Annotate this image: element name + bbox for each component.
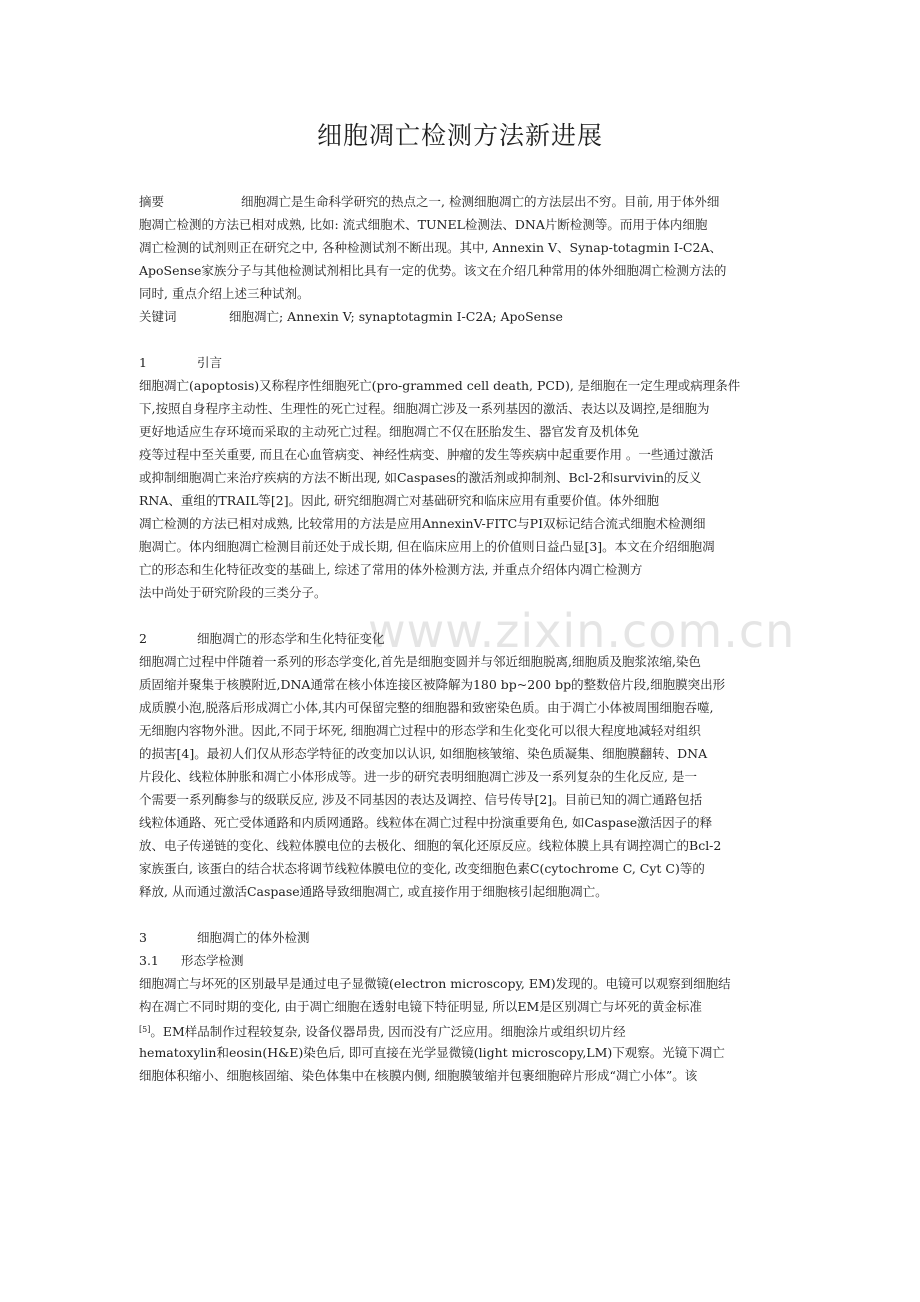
section-heading xyxy=(139,926,786,949)
section-introduction xyxy=(139,351,786,604)
subsection-title: 形态学检测 xyxy=(181,953,244,968)
abstract-line: ApoSense家族分子与其他检测试剂相比具有一定的优势。该文在介绍几种常用的体外细胞凋亡检测方法的 xyxy=(139,263,727,278)
paragraph-line: 亡的形态和生化特征改变的基础上, 综述了常用的体外检测方法, 并重点介绍体内凋亡检测方 xyxy=(139,562,643,577)
abstract-line: 胞凋亡检测的方法已相对成熟, 比如: 流式细胞术、TUNEL检测法、DNA片断检测等。而用于体内细胞 xyxy=(139,217,708,232)
section-in-vitro-detection xyxy=(139,926,786,1087)
document-body xyxy=(139,190,786,1087)
document-title: 细胞凋亡检测方法新进展 xyxy=(316,121,603,150)
watermark: www.zixin.com.cn xyxy=(368,604,796,658)
paragraph-line: 释放, 从而通过激活Caspase通路导致细胞凋亡, 或直接作用于细胞核引起细胞凋亡。 xyxy=(139,884,608,899)
paragraph-line: 疫等过程中至关重要, 而且在心血管病变、神经性病变、肿瘤的发生等疾病中起重要作用 。一些通过激活 xyxy=(139,447,714,462)
section-title: 引言 xyxy=(197,355,223,370)
section-morphology xyxy=(139,627,786,903)
abstract-label: 摘要 xyxy=(139,194,165,209)
section-number: 3 xyxy=(139,930,147,945)
reference-superscript: [5] xyxy=(139,1025,151,1034)
paragraph-line: 凋亡检测的方法已相对成熟, 比较常用的方法是应用AnnexinV-FITC与PI双标记结合流式细胞术检测细 xyxy=(139,516,706,531)
paragraph-line: 细胞凋亡过程中伴随着一系列的形态学变化,首先是细胞变圆并与邻近细胞脱离,细胞质及胞浆浓缩,染色 xyxy=(139,654,701,669)
section-title: 细胞凋亡的形态学和生化特征变化 xyxy=(197,631,385,646)
paragraph-line: 细胞体积缩小、细胞核固缩、染色体集中在核膜内侧, 细胞膜皱缩并包裹细胞碎片形成“凋亡小体”。该 xyxy=(139,1068,698,1083)
section-title: 细胞凋亡的体外检测 xyxy=(197,930,310,945)
keywords-line xyxy=(139,305,786,328)
subsection-number: 3.1 xyxy=(139,953,159,968)
paragraph-line: hematoxylin和eosin(H&E)染色后, 即可直接在光学显微镜(light microscopy,LM)下观察。光镜下凋亡 xyxy=(139,1045,725,1060)
paragraph-line: 线粒体通路、死亡受体通路和内质网通路。线粒体在凋亡过程中扮演重要角色, 如Caspase激活因子的释 xyxy=(139,815,713,830)
paragraph-line: 构在凋亡不同时期的变化, 由于凋亡细胞在透射电镜下特征明显, 所以EM是区别凋亡与坏死的黄金标准 xyxy=(139,999,702,1014)
paragraph-line: 的损害[4]。最初人们仅从形态学特征的改变加以认识, 如细胞核皱缩、染色质凝集、细胞膜翻转、DNA xyxy=(139,746,708,761)
paragraph-line: 个需要一系列酶参与的级联反应, 涉及不同基因的表达及调控、信号传导[2]。目前已知的凋亡通路包括 xyxy=(139,792,703,807)
paragraph-line: 细胞凋亡(apoptosis)又称程序性细胞死亡(pro-grammed cell death, PCD), 是细胞在一定生理或病理条件 xyxy=(139,378,741,393)
paragraph-line: 更好地适应生存环境而采取的主动死亡过程。细胞凋亡不仅在胚胎发生、器官发育及机体免 xyxy=(139,424,640,439)
section-number: 2 xyxy=(139,631,147,646)
paragraph-line: 放、电子传递链的变化、线粒体膜电位的去极化、细胞的氧化还原反应。线粒体膜上具有调控凋亡的Bcl-2 xyxy=(139,838,722,853)
paragraph-line: 细胞凋亡与坏死的区别最早是通过电子显微镜(electron microscopy, EM)发现的。电镜可以观察到细胞结 xyxy=(139,976,731,991)
paragraph-line: [5]。EM样品制作过程较复杂, 设备仪器昂贵, 因而没有广泛应用。细胞涂片或组织切片经 xyxy=(139,1024,626,1039)
paragraph-line: 或抑制细胞凋亡来治疗疾病的方法不断出现, 如Caspases的激活剂或抑制剂、Bcl-2和survivin的反义 xyxy=(139,470,702,485)
subsection-heading xyxy=(139,949,786,972)
section-heading xyxy=(139,627,786,650)
paragraph-line: 成质膜小泡,脱落后形成凋亡小体,其内可保留完整的细胞器和致密染色质。由于凋亡小体被周围细胞吞噬, xyxy=(139,700,714,715)
paragraph-line: RNA、重组的TRAIL等[2]。因此, 研究细胞凋亡对基础研究和临床应用有重要价值。体外细胞 xyxy=(139,493,660,508)
paragraph-line: 无细胞内容物外泄。因此,不同于坏死, 细胞凋亡过程中的形态学和生化变化可以很大程度地减轻对组织 xyxy=(139,723,701,738)
paragraph-line: 片段化、线粒体肿胀和凋亡小体形成等。进一步的研究表明细胞凋亡涉及一系列复杂的生化反应, 是一 xyxy=(139,769,697,784)
keywords-text: 细胞凋亡; Annexin V; synaptotagmin I-C2A; ApoSense xyxy=(229,309,563,324)
abstract-line: 摘要 细胞凋亡是生命科学研究的热点之一, 检测细胞凋亡的方法层出不穷。目前, 用于体外细 xyxy=(139,190,786,213)
abstract-line: 同时, 重点介绍上述三种试剂。 xyxy=(139,286,310,301)
paragraph-line: 胞凋亡。体内细胞凋亡检测目前还处于成长期, 但在临床应用上的价值则日益凸显[3]。本文在介绍细胞凋 xyxy=(139,539,715,554)
keywords-label: 关键词 xyxy=(139,309,177,324)
section-number: 1 xyxy=(139,355,147,370)
paragraph-line: 家族蛋白, 该蛋白的结合状态将调节线粒体膜电位的变化, 改变细胞色素C(cytochrome C, Cyt C)等的 xyxy=(139,861,705,876)
section-heading xyxy=(139,351,786,374)
abstract-line: 凋亡检测的试剂则正在研究之中, 各种检测试剂不断出现。其中, Annexin V、Synap-totagmin I-C2A、 xyxy=(139,240,722,255)
abstract-section xyxy=(139,190,786,328)
paragraph-line: 质固缩并聚集于核膜附近,DNA通常在核小体连接区被降解为180 bp~200 bp的整数倍片段,细胞膜突出形 xyxy=(139,677,726,692)
paragraph-line: 法中尚处于研究阶段的三类分子。 xyxy=(139,585,327,600)
paragraph-line: 下,按照自身程序主动性、生理性的死亡过程。细胞凋亡涉及一系列基因的激活、表达以及调控,是细胞为 xyxy=(139,401,710,416)
